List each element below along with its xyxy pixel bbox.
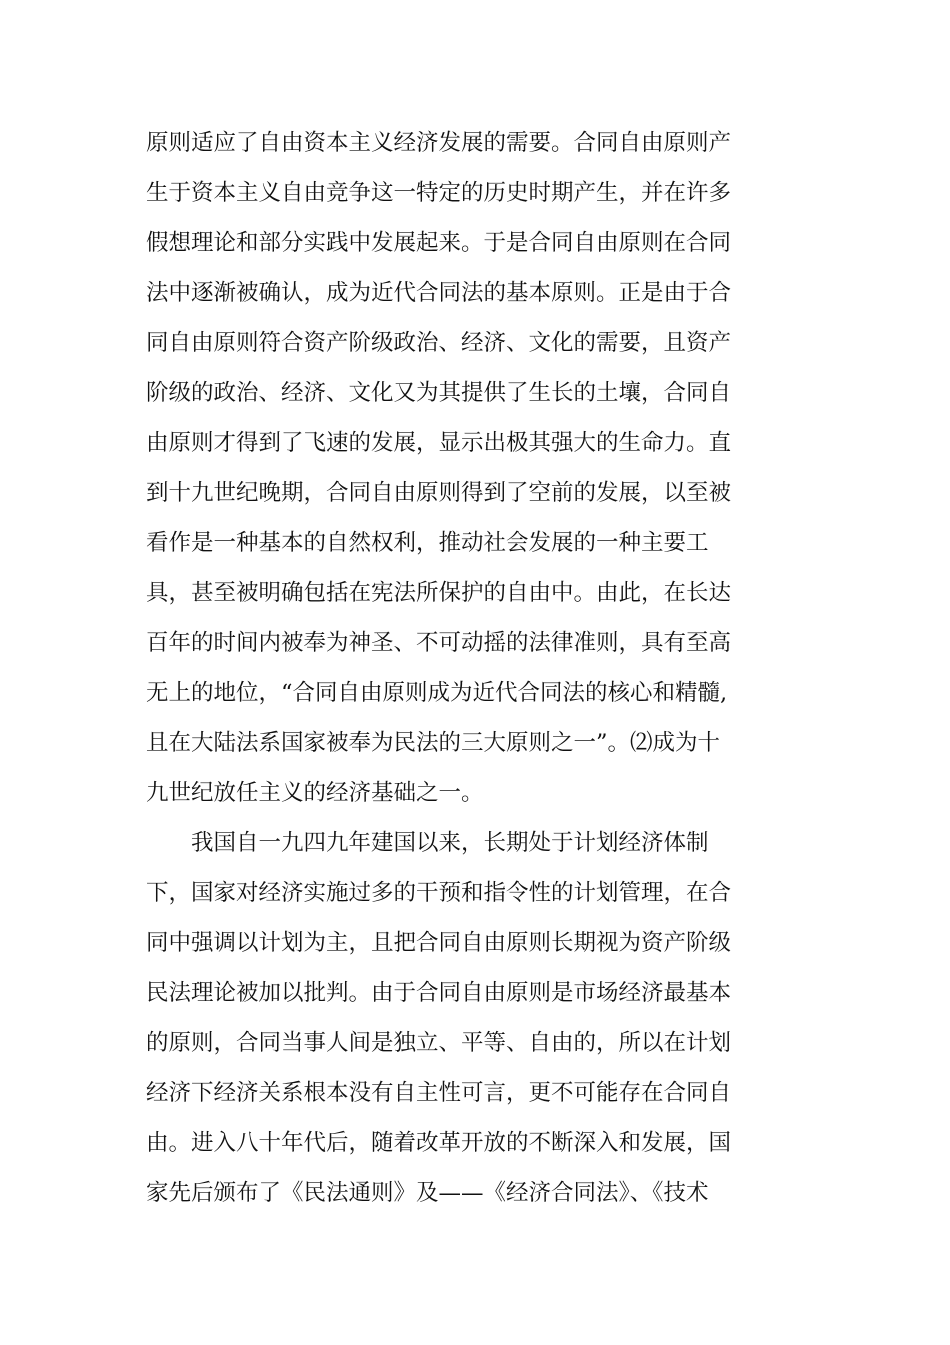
text-line: 下，国家对经济实施过多的干预和指令性的计划管理，在合 xyxy=(146,880,732,906)
text-line: 我国自一九四九年建国以来，长期处于计划经济体制 xyxy=(146,830,709,856)
text-line: 九世纪放任主义的经济基础之一。 xyxy=(146,780,484,806)
paragraph-2 xyxy=(146,818,766,1218)
text-line: 到十九世纪晚期，合同自由原则得到了空前的发展，以至被 xyxy=(146,480,732,506)
text-line: 由。进入八十年代后，随着改革开放的不断深入和发展，国 xyxy=(146,1130,732,1156)
paragraph-1 xyxy=(146,118,766,818)
text-line: 法中逐渐被确认，成为近代合同法的基本原则。正是由于合 xyxy=(146,280,732,306)
text-line: 无上的地位，“合同自由原则成为近代合同法的核心和精髓, xyxy=(146,680,728,706)
text-line: 且在大陆法系国家被奉为民法的三大原则之一”。⑵成为十 xyxy=(146,730,721,756)
text-line: 经济下经济关系根本没有自主性可言，更不可能存在合同自 xyxy=(146,1080,732,1106)
text-line: 的原则，合同当事人间是独立、平等、自由的，所以在计划 xyxy=(146,1030,732,1056)
text-line: 同自由原则符合资产阶级政治、经济、文化的需要，且资产 xyxy=(146,330,732,356)
document-body xyxy=(146,118,766,1218)
text-line: 由原则才得到了飞速的发展，显示出极其强大的生命力。直 xyxy=(146,430,732,456)
text-line: 阶级的政治、经济、文化又为其提供了生长的土壤，合同自 xyxy=(146,380,732,406)
text-line: 同中强调以计划为主，且把合同自由原则长期视为资产阶级 xyxy=(146,930,732,956)
text-line: 百年的时间内被奉为神圣、不可动摇的法律准则，具有至高 xyxy=(146,630,732,656)
text-line: 家先后颁布了《民法通则》及——《经济合同法》、《技术 xyxy=(146,1180,709,1206)
text-line: 假想理论和部分实践中发展起来。于是合同自由原则在合同 xyxy=(146,230,732,256)
text-line: 原则适应了自由资本主义经济发展的需要。合同自由原则产 xyxy=(146,130,732,156)
text-line: 生于资本主义自由竞争这一特定的历史时期产生，并在许多 xyxy=(146,180,732,206)
text-line: 具，甚至被明确包括在宪法所保护的自由中。由此，在长达 xyxy=(146,580,732,606)
text-line: 民法理论被加以批判。由于合同自由原则是市场经济最基本 xyxy=(146,980,732,1006)
text-line: 看作是一种基本的自然权利，推动社会发展的一种主要工 xyxy=(146,530,709,556)
